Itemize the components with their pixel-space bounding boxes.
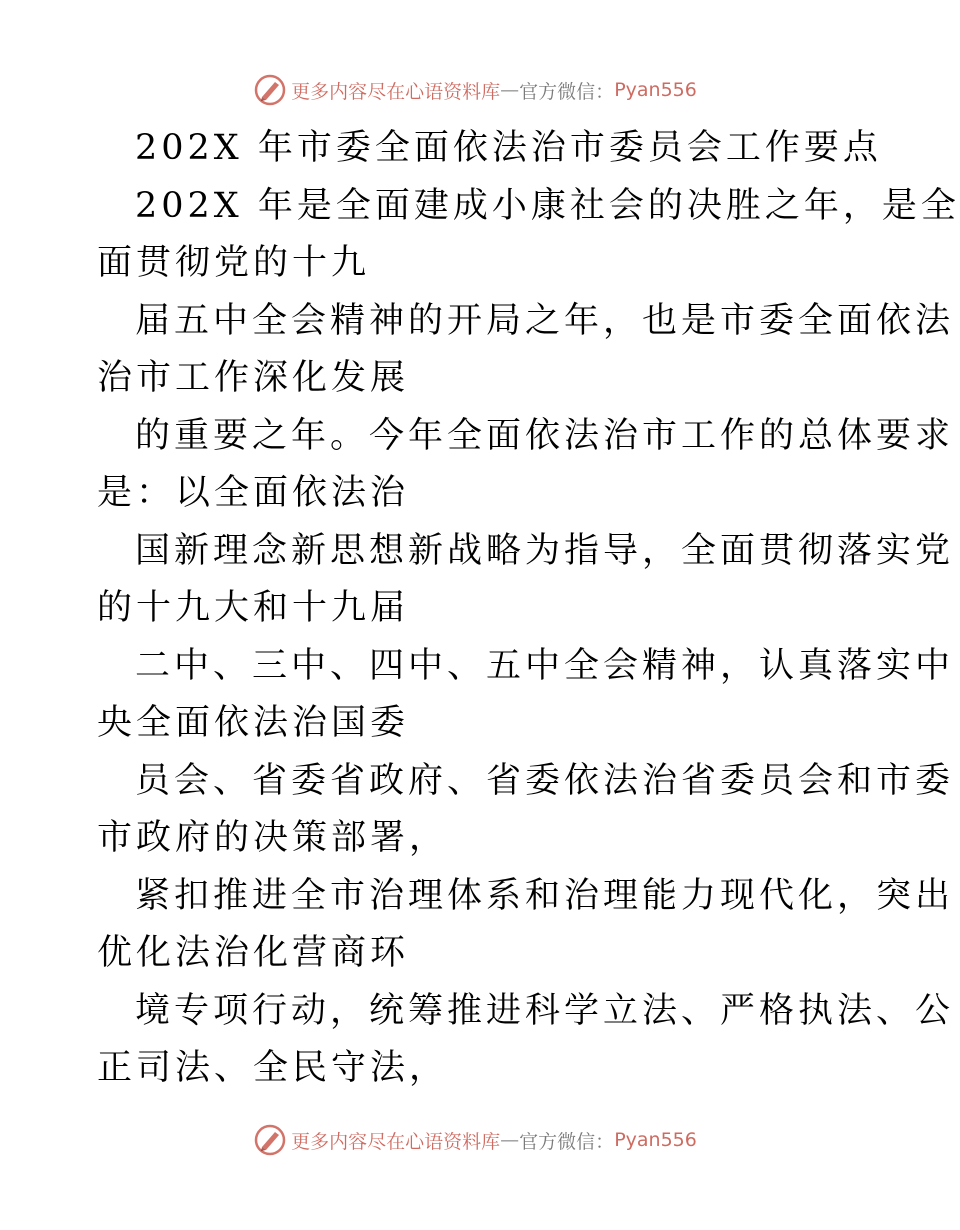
paragraph-line: 的重要之年。今年全面依法治市工作的总体要求 (135, 415, 955, 456)
paragraph-line: 优化法治化营商环 (97, 933, 410, 973)
header-watermark (0, 70, 950, 110)
paragraph-line: 202X 年是全面建成小康社会的决胜之年，是全 (135, 185, 960, 226)
paragraph-line: 治市工作深化发展 (97, 358, 410, 398)
paragraph-line: 的十九大和十九届 (97, 588, 410, 628)
document-body (97, 120, 960, 1098)
paragraph-line: 二中、三中、四中、五中全会精神，认真落实中 (135, 645, 955, 686)
watermark-site-text: 更多内容尽在心语资料库 (291, 1130, 501, 1153)
paragraph-line: 央全面依法治国委 (97, 703, 410, 743)
paragraph-line: 紧扣推进全市治理体系和治理能力现代化，突出 (135, 875, 955, 916)
paragraph-line: 市政府的决策部署， (97, 818, 449, 858)
watermark-dash: — (500, 1129, 520, 1151)
brand-logo-icon (253, 1123, 287, 1157)
watermark-dash: — (500, 79, 520, 101)
paragraph-line: 员会、省委省政府、省委依法治省委员会和市委 (135, 760, 955, 801)
watermark-wechat-id: Pyan556 (614, 1129, 697, 1151)
paragraph-line: 是：以全面依法治 (97, 473, 410, 513)
paragraph-line: 届五中全会精神的开局之年，也是市委全面依法 (135, 300, 955, 341)
brand-logo-icon (253, 73, 287, 107)
document-title: 202X 年市委全面依法治市委员会工作要点 (135, 128, 882, 168)
watermark-site-text: 更多内容尽在心语资料库 (291, 80, 501, 103)
paragraph-line: 面贯彻党的十九 (97, 243, 371, 283)
paragraph-line: 国新理念新思想新战略为指导，全面贯彻落实党 (135, 530, 955, 571)
footer-watermark (0, 1120, 950, 1160)
paragraph-line: 境专项行动，统筹推进科学立法、严格执法、公 (135, 990, 955, 1031)
watermark-official-label: 官方微信： (519, 80, 615, 103)
watermark-official-label: 官方微信： (519, 1130, 615, 1153)
paragraph-line: 正司法、全民守法， (97, 1048, 449, 1088)
watermark-wechat-id: Pyan556 (614, 79, 697, 101)
